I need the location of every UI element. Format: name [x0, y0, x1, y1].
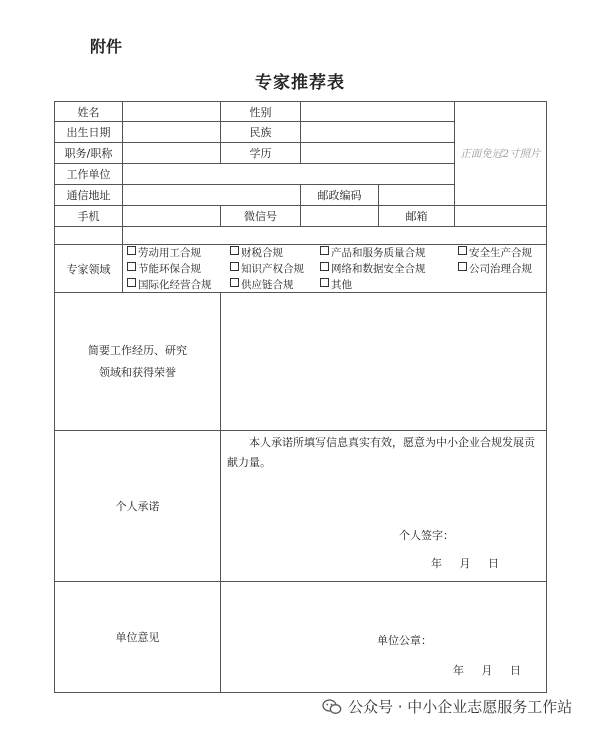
domain-option[interactable]: [230, 277, 320, 292]
birth-label: 出生日期: [55, 122, 123, 143]
phone-label: 手机: [55, 206, 123, 227]
wechat-icon: [322, 699, 342, 715]
email-label: 邮箱: [379, 206, 455, 227]
address-field[interactable]: [123, 185, 301, 206]
gender-field[interactable]: [301, 102, 455, 122]
name-field[interactable]: [123, 102, 221, 122]
gender-label: 性别: [221, 102, 301, 122]
experience-label: [55, 293, 221, 431]
domain-option[interactable]: [458, 245, 543, 260]
domain-option-label: 劳动用工合规: [138, 247, 201, 259]
experience-field[interactable]: [221, 293, 547, 431]
domain-options: [123, 245, 547, 293]
unit-opinion-label: 单位意见: [55, 582, 221, 693]
employer-field[interactable]: [123, 164, 455, 185]
ethnicity-label: 民族: [221, 122, 301, 143]
postcode-label: 邮政编码: [301, 185, 379, 206]
wechat-label: 微信号: [221, 206, 301, 227]
domain-option-label: 网络和数据安全合规: [331, 263, 426, 275]
domain-option[interactable]: [230, 261, 320, 276]
experience-label-text: 简要工作经历、研究领域和获得荣誉: [88, 343, 187, 379]
education-field[interactable]: [301, 143, 455, 164]
unit-date: 年 月 日: [453, 664, 521, 677]
checkbox-icon[interactable]: [230, 278, 239, 287]
attachment-label: 附件: [90, 37, 123, 56]
domain-option[interactable]: [320, 277, 458, 292]
wechat-field[interactable]: [301, 206, 379, 227]
domain-option-label: 其他: [331, 279, 352, 291]
checkbox-icon[interactable]: [230, 262, 239, 271]
domain-option[interactable]: [458, 261, 543, 276]
name-label: 姓名: [55, 102, 123, 122]
pledge-field: [221, 431, 547, 582]
checkbox-icon[interactable]: [320, 246, 329, 255]
email-field[interactable]: [455, 206, 547, 227]
checkbox-icon[interactable]: [127, 262, 136, 271]
watermark: [322, 696, 572, 717]
unit-seal-label: 单位公章：: [377, 634, 432, 647]
domain-option[interactable]: [230, 245, 320, 260]
domain-option[interactable]: [320, 245, 458, 260]
checkbox-icon[interactable]: [320, 262, 329, 271]
domain-option[interactable]: [320, 261, 458, 276]
domain-option-label: 知识产权合规: [241, 263, 304, 275]
checkbox-icon[interactable]: [127, 278, 136, 287]
domain-option-label: 产品和服务质量合规: [331, 247, 426, 259]
checkbox-icon[interactable]: [320, 278, 329, 287]
domain-option-label: 公司治理合规: [469, 263, 532, 275]
checkbox-icon[interactable]: [230, 246, 239, 255]
employer-label: 工作单位: [55, 164, 123, 185]
pledge-date[interactable]: 年 月 日: [431, 557, 499, 570]
unit-opinion-field[interactable]: [221, 582, 547, 693]
position-field[interactable]: [123, 143, 221, 164]
recommendation-form: [54, 101, 547, 693]
ethnicity-field[interactable]: [301, 122, 455, 143]
address-label: 通信地址: [55, 185, 123, 206]
pledge-text: 本人承诺所填写信息真实有效，愿意为中小企业合规发展贡献力量。: [227, 436, 535, 469]
domain-option[interactable]: [127, 261, 230, 276]
postcode-field[interactable]: [379, 185, 455, 206]
phone-field[interactable]: [123, 206, 221, 227]
blank-row-label: [55, 227, 123, 245]
domain-option-label: 财税合规: [241, 247, 283, 259]
domain-label: 专家领域: [55, 245, 123, 293]
watermark-text: 公众号 · 中小企业志愿服务工作站: [348, 698, 573, 716]
education-label: 学历: [221, 143, 301, 164]
domain-option[interactable]: [127, 245, 230, 260]
domain-option-label: 安全生产合规: [469, 247, 532, 259]
photo-placeholder[interactable]: 正面免冠2寸照片: [455, 102, 547, 206]
domain-option-label: 国际化经营合规: [138, 279, 212, 291]
checkbox-icon[interactable]: [458, 262, 467, 271]
pledge-signature-label[interactable]: 个人签字：: [399, 529, 454, 542]
blank-row-field: [123, 227, 547, 245]
domain-option-label: 节能环保合规: [138, 263, 201, 275]
pledge-label: 个人承诺: [55, 431, 221, 582]
checkbox-icon[interactable]: [127, 246, 136, 255]
page-title: 专家推荐表: [255, 73, 345, 93]
domain-option-label: 供应链合规: [241, 279, 294, 291]
checkbox-icon[interactable]: [458, 246, 467, 255]
position-label: 职务/职称: [55, 143, 123, 164]
domain-option[interactable]: [127, 277, 230, 292]
birth-field[interactable]: [123, 122, 221, 143]
